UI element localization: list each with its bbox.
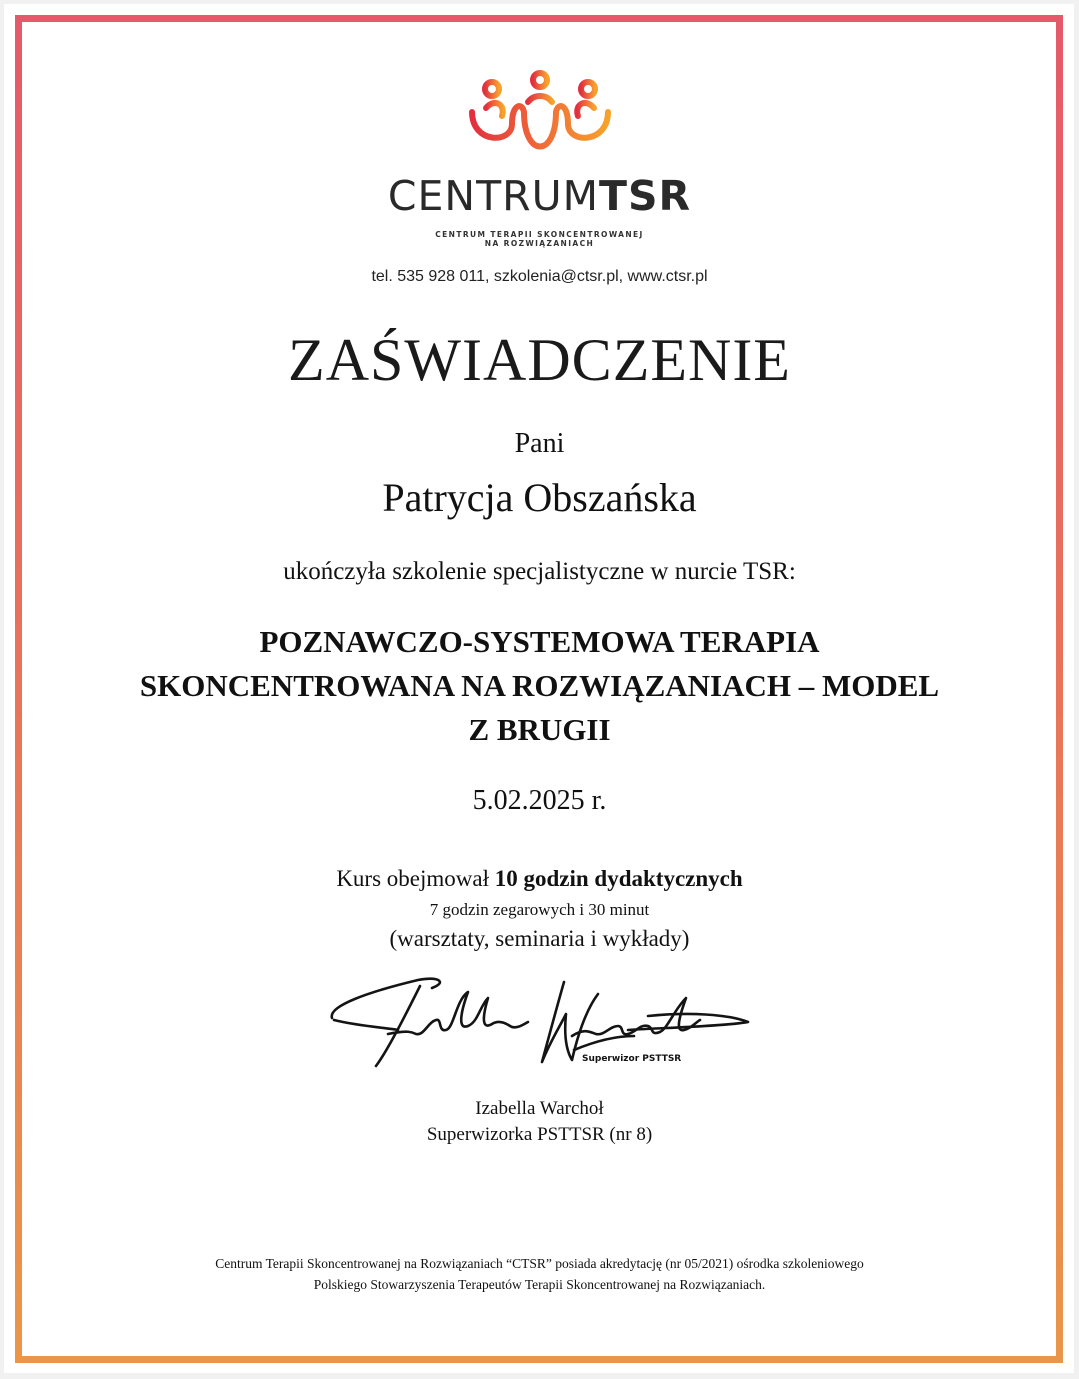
brand-tagline-line-1: CENTRUM TERAPII SKONCENTROWANEJ <box>435 230 644 239</box>
course-forms: (warsztaty, seminaria i wykłady) <box>389 926 690 951</box>
course-title <box>0 620 1079 752</box>
signer-role: Superwizorka PSTTSR (nr 8) <box>426 1124 653 1145</box>
course-date: 5.02.2025 r. <box>472 785 607 816</box>
course-title-line-2: SKONCENTROWANA NA ROZWIĄZANIACH – MODEL <box>139 668 940 703</box>
brand-tagline-line-2: NA ROZWIĄZANIACH <box>484 239 595 248</box>
hours-bold: 10 godzin dydaktycznych <box>494 866 743 891</box>
completion-statement: ukończyła szkolenie specjalistyczne w nurcie TSR: <box>283 558 796 585</box>
salutation: Pani <box>514 428 565 459</box>
course-hours <box>0 866 1079 892</box>
brand-bold: TSR <box>599 172 692 220</box>
ctsr-logo-icon <box>462 68 617 160</box>
course-title-line-3: Z BRUGII <box>468 712 611 747</box>
brand-light: CENTRUM <box>387 172 600 220</box>
signer-name: Izabella Warchoł <box>475 1098 604 1119</box>
signer-block <box>0 1096 1079 1148</box>
footer-line-2: Polskiego Stowarzyszenia Terapeutów Terapii Skoncentrowanej na Rozwiązaniach. <box>313 1277 766 1292</box>
recipient-name: Patrycja Obszańska <box>382 475 697 520</box>
footer-line-1: Centrum Terapii Skoncentrowanej na Rozwiązaniach “CTSR” posiada akredytację (nr 05/2021) ośrodka szkoleniowego <box>215 1256 864 1271</box>
brand-tagline <box>0 230 1079 248</box>
hours-detail: 7 godzin zegarowych i 30 minut <box>429 900 650 919</box>
brand-wordmark <box>0 172 1079 220</box>
certificate-title: ZAŚWIADCZENIE <box>288 327 791 393</box>
contact-info: tel. 535 928 011, szkolenia@ctsr.pl, www.ctsr.pl <box>371 268 708 285</box>
course-title-line-1: POZNAWCZO-SYSTEMOWA TERAPIA <box>259 624 820 659</box>
hours-prefix: Kurs obejmował <box>336 866 495 891</box>
signature-stamp: Superwizor PSTTSR <box>582 1054 682 1064</box>
accreditation-footer <box>0 1253 1079 1295</box>
signature-image <box>328 970 753 1070</box>
